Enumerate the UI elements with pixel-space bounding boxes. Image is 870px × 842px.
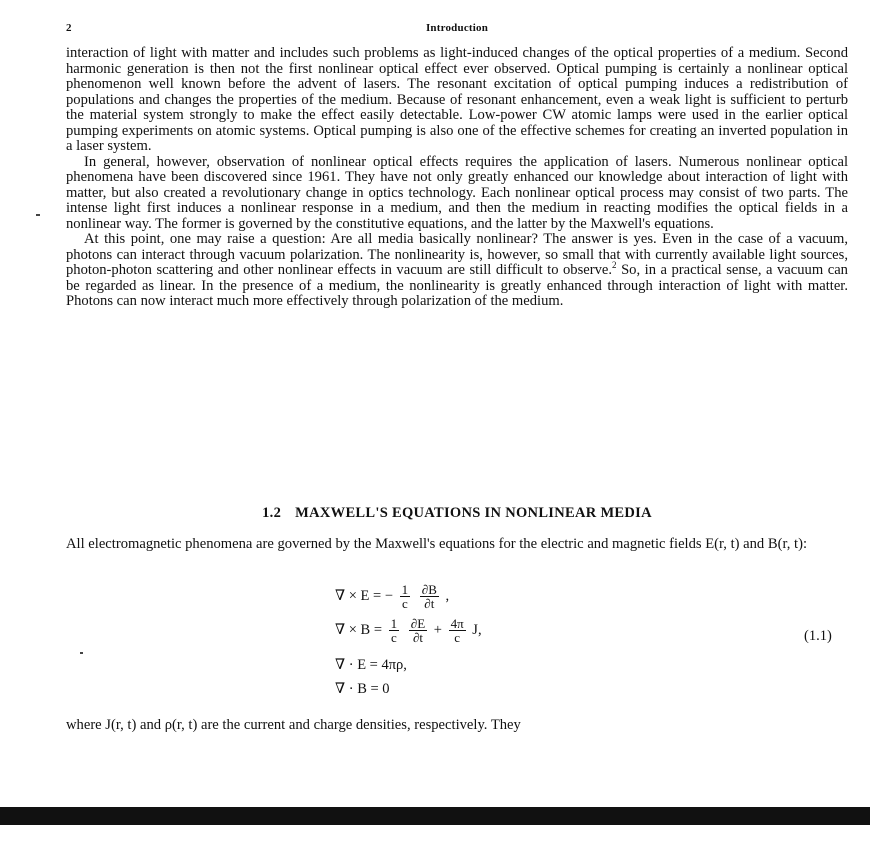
section-number: 1.2 bbox=[262, 505, 282, 521]
paragraph-2: In general, however, observation of nonlinear optical effects requires the application of lasers. Numerous nonlinear optical phenomena have been discovered since 1961. They have not only greatly enhanced our knowledge about interaction of light with matter, but also created a revolutionary change in optics technology. Each nonlinear optical process may consist of two parts. The intense light first induces a nonlinear response in a medium, and then the medium in reacting modifies the optical fields in a nonlinear way. The former is governed by the constitutive equations, and the latter by the Maxwell's equations. bbox=[66, 153, 848, 232]
section-title: MAXWELL'S EQUATIONS IN NONLINEAR MEDIA bbox=[295, 505, 652, 521]
eq2-frac1-num: 1 bbox=[390, 616, 398, 631]
equation-curl-b bbox=[335, 617, 482, 644]
eq2-fraction-3 bbox=[449, 617, 466, 644]
eq2-fraction-2 bbox=[409, 617, 427, 644]
equation-div-e: ∇ · E = 4πρ, bbox=[335, 657, 407, 673]
eq1-fraction-1 bbox=[400, 583, 411, 610]
eq2-plus: + bbox=[433, 621, 442, 638]
paragraph-3 bbox=[66, 232, 848, 310]
eq1-fraction-2 bbox=[420, 583, 439, 610]
section-heading bbox=[66, 505, 848, 522]
equation-div-b: ∇ · B = 0 bbox=[335, 681, 390, 697]
running-head bbox=[66, 22, 848, 38]
eq2-frac3-den: c bbox=[454, 630, 461, 645]
body-text bbox=[66, 46, 848, 310]
footnote-marker: 2 bbox=[612, 260, 617, 271]
scan-edge-bar bbox=[0, 807, 870, 825]
closing-text: where J(r, t) and ρ(r, t) are the current and charge densities, respectively. They bbox=[66, 717, 521, 733]
eq2-fraction-1 bbox=[389, 617, 400, 644]
eq2-lhs: ∇ × B = bbox=[335, 621, 383, 638]
eq2-frac1-den: c bbox=[391, 630, 397, 645]
eq1-tail: , bbox=[445, 587, 450, 604]
equation-number: (1.1) bbox=[804, 628, 832, 644]
scan-speck bbox=[36, 214, 40, 216]
equation-curl-e bbox=[335, 583, 449, 610]
page-number: 2 bbox=[66, 22, 72, 34]
eq2-frac2-den: ∂t bbox=[412, 630, 423, 645]
chapter-title: Introduction bbox=[425, 22, 489, 34]
equation-intro-text: All electromagnetic phenomena are governed by the Maxwell's equations for the electric and magnetic fields E(r, t) and B(r, t): bbox=[66, 536, 808, 552]
scan-speck bbox=[80, 652, 83, 654]
paragraph-3-part-1: At this point, one may raise a question: Are all media basically nonlinear? The answer is yes. Even in the case of a vacuum, photons can interact through vacuum polarization. The nonlinearity is, however, so small that with currently available light sources, photon-photon scattering and other nonlinear effects in vacuum are still difficult to observe. bbox=[66, 231, 848, 278]
paragraph-1: interaction of light with matter and includes such problems as light-induced changes of the optical properties of a medium. Second harmonic generation is then not the first nonlinear optical effect ever observed. Optical pumping is certainly a nonlinear optical phenomenon well known before the advent of lasers. The resonant excitation of optical pumping induces a redistribution of populations and changes the properties of the medium. Because of resonant enhancement, even a weak light is sufficient to perturb the material system strongly to make the effect easily detectable. Low-power CW atomic lamps were used in the earlier optical pumping experiments on atomic systems. Optical pumping is also one of the effective schemes for creating an inverted population in a laser system. bbox=[66, 45, 848, 154]
eq1-frac1-num: 1 bbox=[401, 582, 409, 597]
eq1-frac1-den: c bbox=[402, 596, 408, 611]
eq2-tail: J, bbox=[472, 621, 482, 638]
eq1-frac2-den: ∂t bbox=[424, 596, 435, 611]
paragraph-3-part-2: So, in a practical sense, a vacuum can be regarded as linear. In the presence of a medium, the nonlinearity is greatly enhanced through interaction of light with matter. Photons can now interact much more effectively through polarization of the medium. bbox=[66, 262, 848, 309]
eq1-lhs: ∇ × E = − bbox=[335, 587, 394, 604]
eq2-frac3-num: 4π bbox=[450, 616, 464, 631]
eq2-frac2-num: ∂E bbox=[410, 616, 426, 631]
eq1-frac2-num: ∂B bbox=[421, 582, 437, 597]
